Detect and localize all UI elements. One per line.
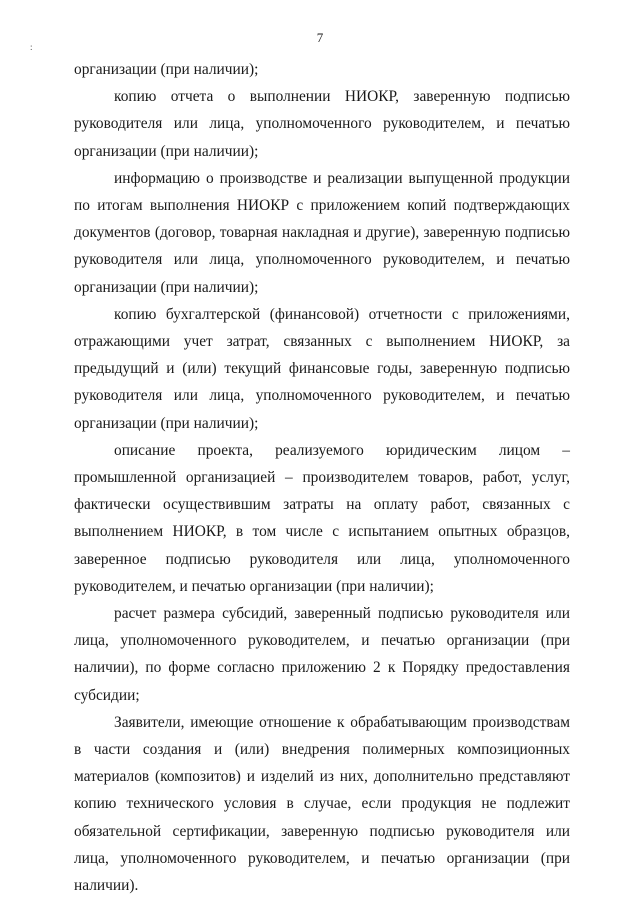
paragraph-applicants-composites: Заявители, имеющие отношение к обрабатывающим производствам в части создания и (или) внедрения полимерных композиционных материалов (композитов) и изделий из них, дополнительно представляют копию технического условия в случае, если продукция не подлежит обязательной сертификации, заверенную подписью руководителя или лица, уполномоченного руководителем, и печатью организации (при наличии). bbox=[74, 713, 570, 895]
document-body bbox=[74, 56, 570, 899]
paragraph-accounting-copy: копию бухгалтерской (финансовой) отчетности с приложениями, отражающими учет затрат, связанных с выполнением НИОКР, за предыдущий и (или) текущий финансовые годы, заверенную подписью руководителя или лица, уполномоченного руководителем, и печатью организации (при наличии); bbox=[74, 305, 570, 432]
paragraph-production-info: информацию о производстве и реализации выпущенной продукции по итогам выполнения НИОКР с приложением копий подтверждающих документов (договор, товарная накладная и другие), заверенную подписью руководителя или лица, уполномоченного руководителем, и печатью организации (при наличии); bbox=[74, 169, 570, 296]
paragraph-continuation: организации (при наличии); bbox=[74, 61, 259, 78]
paragraph-report-copy: копию отчета о выполнении НИОКР, заверенную подписью руководителя или лица, уполномоченного руководителем, и печатью организации (при наличии); bbox=[74, 88, 570, 160]
page-number: 7 bbox=[316, 30, 324, 45]
scan-mark: : bbox=[30, 42, 33, 52]
paragraph-subsidy-calculation: расчет размера субсидий, заверенный подписью руководителя или лица, уполномоченного руководителем, и печатью организации (при наличии), по форме согласно приложению 2 к Порядку предоставления субсидии; bbox=[74, 605, 570, 704]
paragraph-project-description: описание проекта, реализуемого юридическим лицом – промышленной организацией – производителем товаров, работ, услуг, фактически осуществившим затраты на оплату работ, связанных с выполнением НИОКР, в том числе с испытанием опытных образцов, заверенное подписью руководителя или лица, уполномоченного руководителем, и печатью организации (при наличии); bbox=[74, 441, 570, 595]
